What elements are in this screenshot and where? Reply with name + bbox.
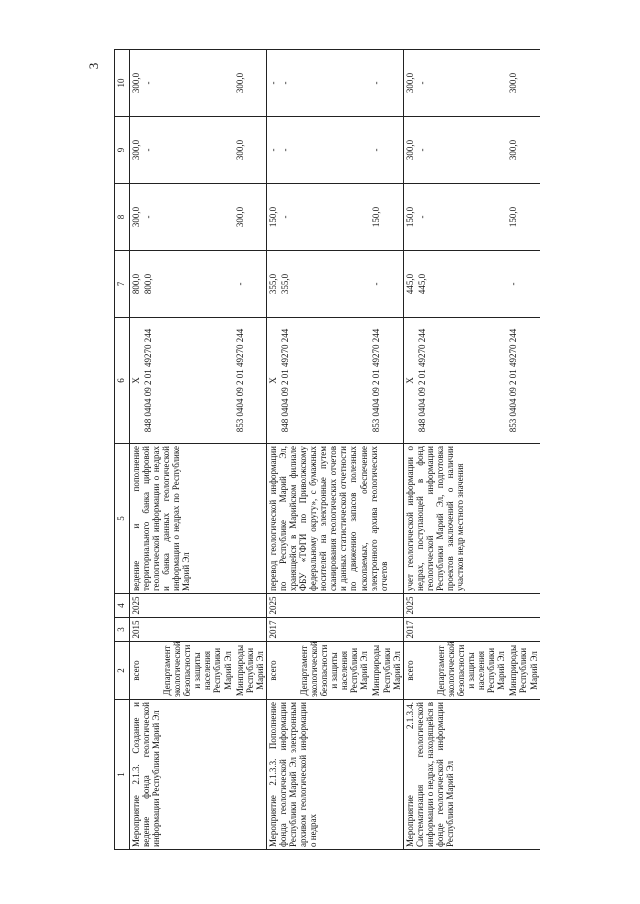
amount-col10: 300,0 <box>403 50 416 117</box>
amount-col9: 300,0 <box>507 117 539 184</box>
amount-col9: - <box>370 117 403 184</box>
budget-code-cell: 853 0404 09 2 01 49270 244 <box>507 318 539 444</box>
amount-col8: - <box>416 184 508 251</box>
executor-cell: Департамент экологической безопасности и защиты населения Республики Марий Эл <box>142 642 234 700</box>
amount-col9: - <box>279 117 371 184</box>
amount-col8: 150,0 <box>403 184 416 251</box>
amount-col7: - <box>370 251 403 318</box>
indicator-cell: перевод геологической информации по Республике Марий Эл, хранящейся в Марийском филиале ФБУ «ТФГИ по Приволжскому федеральному округу», с бумажных носителей на электронные путем сканирования геологических отчетов и данных статистической отчетности по движению запасов полезных ископаемых, обеспечение электронного архива геологических отчетов <box>266 444 403 594</box>
amount-col8: 150,0 <box>266 184 279 251</box>
start-year-cell: 2017 <box>266 618 403 642</box>
amount-col10: 300,0 <box>507 50 539 117</box>
amount-col9: - <box>416 117 508 184</box>
amount-col7: 445,0 <box>416 251 508 318</box>
indicator-cell: ведение и пополнение территориального банка цифровой геологической информации о недрах и банка данных геологической информации о недрах по Республике Марий Эл <box>130 444 267 594</box>
end-year-cell: 2025 <box>266 594 403 618</box>
budget-code-cell: 848 0404 09 2 01 49270 244 <box>416 318 508 444</box>
amount-col8: 300,0 <box>130 184 143 251</box>
amount-col9: 300,0 <box>130 117 143 184</box>
amount-col10: - <box>142 50 234 117</box>
amount-col10: - <box>370 50 403 117</box>
rotated-table-container <box>114 50 539 850</box>
measures-table <box>114 49 540 850</box>
measure-name: Мероприятие 2.1.3.3. Пополнение фонда геологической информации Республики Марий Эл электронным архивом геологической информации о недрах <box>266 700 403 850</box>
executor-cell: Минприроды Республики Марий Эл <box>507 642 539 700</box>
amount-col9: - <box>266 117 279 184</box>
column-header: 7 <box>115 251 130 318</box>
start-year-cell: 2017 <box>403 618 539 642</box>
budget-code-cell: 853 0404 09 2 01 49270 244 <box>234 318 267 444</box>
executor-cell: Департамент экологической безопасности и защиты населения Республики Марий Эл <box>279 642 371 700</box>
amount-col8: 300,0 <box>234 184 267 251</box>
table-row <box>130 50 143 850</box>
page-number: 3 <box>86 62 101 70</box>
executor-cell: всего <box>266 642 279 700</box>
amount-col7: 355,0 <box>266 251 279 318</box>
column-header: 2 <box>115 642 130 700</box>
amount-col10: 300,0 <box>130 50 143 117</box>
amount-col7: 445,0 <box>403 251 416 318</box>
column-header: 8 <box>115 184 130 251</box>
column-header: 9 <box>115 117 130 184</box>
measure-name: Мероприятие 2.1.3. Создание и ведение фонда геологической информации Республики Марий Эл <box>130 700 267 850</box>
budget-code-cell: 848 0404 09 2 01 49270 244 <box>142 318 234 444</box>
amount-col8: - <box>279 184 371 251</box>
table-row <box>403 50 416 850</box>
amount-col7: 800,0 <box>130 251 143 318</box>
column-header: 4 <box>115 594 130 618</box>
executor-cell: Минприроды Республики Марий Эл <box>370 642 403 700</box>
column-number-row <box>115 50 130 850</box>
budget-code-cell: X <box>403 318 416 444</box>
budget-code-cell: 848 0404 09 2 01 49270 244 <box>279 318 371 444</box>
amount-col8: 150,0 <box>370 184 403 251</box>
amount-col9: 300,0 <box>234 117 267 184</box>
executor-cell: Департамент экологической безопасности и защиты населения Республики Марий Эл <box>416 642 508 700</box>
amount-col8: 150,0 <box>507 184 539 251</box>
budget-code-cell: X <box>130 318 143 444</box>
amount-col10: - <box>266 50 279 117</box>
amount-col7: 355,0 <box>279 251 371 318</box>
column-header: 3 <box>115 618 130 642</box>
executor-cell: всего <box>403 642 416 700</box>
budget-code-cell: X <box>266 318 279 444</box>
end-year-cell: 2025 <box>130 594 267 618</box>
column-header: 5 <box>115 444 130 594</box>
amount-col9: - <box>142 117 234 184</box>
budget-code-cell: 853 0404 09 2 01 49270 244 <box>370 318 403 444</box>
amount-col10: - <box>416 50 508 117</box>
column-header: 10 <box>115 50 130 117</box>
amount-col7: - <box>234 251 267 318</box>
column-header: 6 <box>115 318 130 444</box>
start-year-cell: 2015 <box>130 618 267 642</box>
amount-col8: - <box>142 184 234 251</box>
amount-col7: 800,0 <box>142 251 234 318</box>
indicator-cell: учет геологической информации о недрах, поступающей в фонд геологической информации Республики Марий Эл, подготовка проектов заключений о наличии участков недр местного значения <box>403 444 539 594</box>
amount-col7: - <box>507 251 539 318</box>
amount-col10: 300,0 <box>234 50 267 117</box>
amount-col9: 300,0 <box>403 117 416 184</box>
column-header: 1 <box>115 700 130 850</box>
measure-name: Мероприятие 2.1.3.4. Систематизация геологической информации о недрах, находящейся в фонде геологической информации Республики Марий Эл <box>403 700 539 850</box>
table-row <box>266 50 279 850</box>
table-body <box>130 50 540 850</box>
amount-col10: - <box>279 50 371 117</box>
end-year-cell: 2025 <box>403 594 539 618</box>
executor-cell: всего <box>130 642 143 700</box>
executor-cell: Минприроды Республики Марий Эл <box>234 642 267 700</box>
